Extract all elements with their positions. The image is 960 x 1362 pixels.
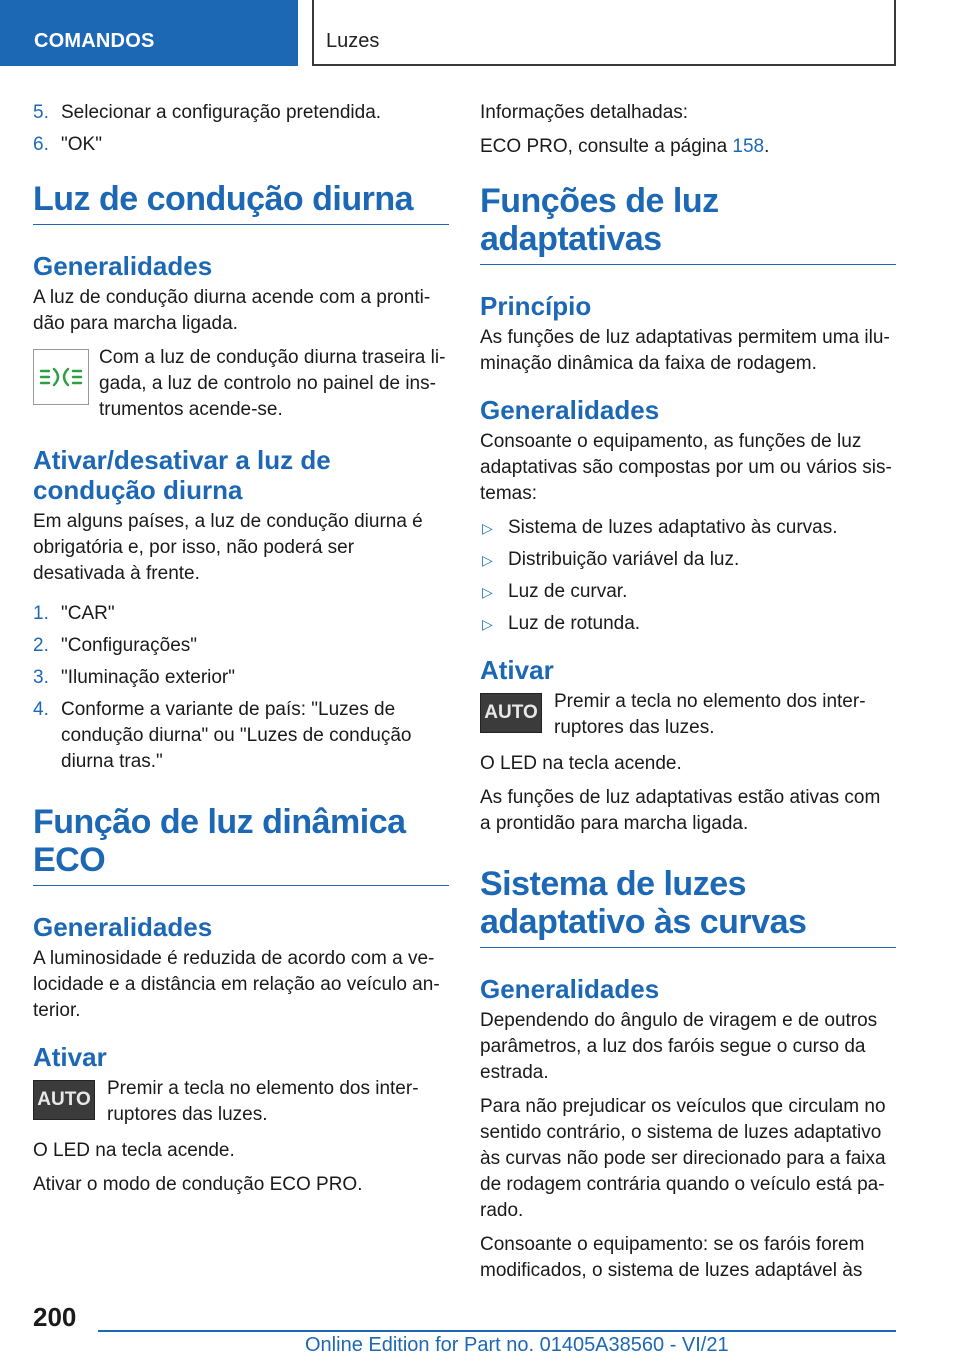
drl-note <box>33 345 449 423</box>
paragraph: Premir a tecla no elemento dos interruptores das luzes. <box>554 691 866 738</box>
footer-divider <box>98 1330 896 1332</box>
paragraph: As funções de luz adaptativas permitem uma iluminação dinâmica da faixa de rodagem. <box>480 327 890 374</box>
paragraph: A luz de condução diurna acende com a prontidão para marcha ligada. <box>33 287 431 334</box>
section-tab <box>0 0 298 66</box>
triangle-bullet-icon: ▷ <box>482 520 493 536</box>
daytime-running-light-icon <box>33 349 89 405</box>
footer-edition: Online Edition for Part no. 01405A38560 - VI/21 <box>305 1334 729 1356</box>
list-item: ▷ Luz de rotunda. <box>480 611 896 637</box>
paragraph: Premir a tecla no elemento dos interruptores das luzes. <box>107 1078 419 1125</box>
page-number: 200 <box>33 1302 77 1332</box>
paragraph: Em alguns países, a luz de condução diurna é obrigatória e, por isso, não poderá ser desativada à frente. <box>33 511 423 584</box>
chapter-tab <box>312 0 896 66</box>
auto-note <box>33 1076 449 1128</box>
page-reference-link[interactable]: 158 <box>732 136 765 157</box>
paragraph: As funções de luz adaptativas estão ativas com a prontidão para marcha ligada. <box>480 787 881 834</box>
subheading-principle: Princípio <box>480 291 592 321</box>
subheading-activate: Ativar <box>480 655 554 685</box>
subheading-activate: Ativar <box>33 1042 107 1072</box>
paragraph: Para não prejudicar os veículos que circulam no sentido contrário, o sistema de luzes adaptativo às curvas não pode ser direcionado para a faixa de rodagem contrária quando o veículo está parado. <box>480 1096 886 1221</box>
list-item: ▷ Distribuição variável da luz. <box>480 547 896 573</box>
left-column <box>33 100 449 1206</box>
right-column <box>480 100 896 1292</box>
list-item: 6. "OK" <box>33 134 102 155</box>
list-item: ▷ Luz de curvar. <box>480 579 896 605</box>
paragraph: O LED na tecla acende. <box>480 753 682 774</box>
paragraph: Consoante o equipamento, as funções de luz adaptativas são compostas por um ou vários sistemas: <box>480 431 892 504</box>
triangle-bullet-icon: ▷ <box>482 552 493 568</box>
subheading-general: Generalidades <box>480 395 660 425</box>
paragraph: Ativar o modo de condução ECO PRO. <box>33 1174 363 1195</box>
list-item: 2. "Configurações" <box>33 635 198 656</box>
auto-light-button-icon: AUTO <box>480 693 542 733</box>
list-item: 1. "CAR" <box>33 603 115 624</box>
list-item: ▷ Sistema de luzes adaptativo às curvas. <box>480 515 896 541</box>
list-item: 3. "Iluminação exterior" <box>33 667 236 688</box>
auto-note <box>480 689 896 741</box>
paragraph: Com a luz de condução diurna traseira ligada, a luz de controlo no painel de instrumentos acende-se. <box>99 347 446 420</box>
heading-adaptive: Funções de luz adaptativas <box>480 182 896 265</box>
subheading-general: Generalidades <box>33 912 213 942</box>
section-title: COMANDOS <box>34 30 155 52</box>
subheading-general: Generalidades <box>480 974 660 1004</box>
list-item: 5. Selecionar a configuração pretendida. <box>33 102 382 123</box>
heading-drl: Luz de condução diurna <box>33 180 449 225</box>
heading-curves: Sistema de luzes adaptativo às curvas <box>480 865 896 948</box>
paragraph: O LED na tecla acende. <box>33 1140 235 1161</box>
subheading-activate-drl: Ativar/desativar a luz de condução diurna <box>33 445 331 505</box>
paragraph: Dependendo do ângulo de viragem e de outros parâmetros, a luz dos faróis segue o curso da estrada. <box>480 1010 878 1083</box>
triangle-bullet-icon: ▷ <box>482 584 493 600</box>
subheading-general: Generalidades <box>33 251 213 281</box>
auto-light-button-icon: AUTO <box>33 1080 95 1120</box>
paragraph: A luminosidade é reduzida de acordo com a velocidade e a distância em relação ao veículo anterior. <box>33 948 440 1021</box>
paragraph: Informações detalhadas: <box>480 102 689 123</box>
triangle-bullet-icon: ▷ <box>482 616 493 632</box>
chapter-title: Luzes <box>326 30 380 52</box>
paragraph: ECO PRO, consulte a página 158. <box>480 136 770 157</box>
paragraph: Consoante o equipamento: se os faróis forem modificados, o sistema de luzes adaptável às <box>480 1234 865 1281</box>
list-item: 4. Conforme a variante de país: "Luzes de condução diurna" ou "Luzes de condução diurna tras." <box>33 699 412 772</box>
heading-eco: Função de luz dinâmica ECO <box>33 803 449 886</box>
